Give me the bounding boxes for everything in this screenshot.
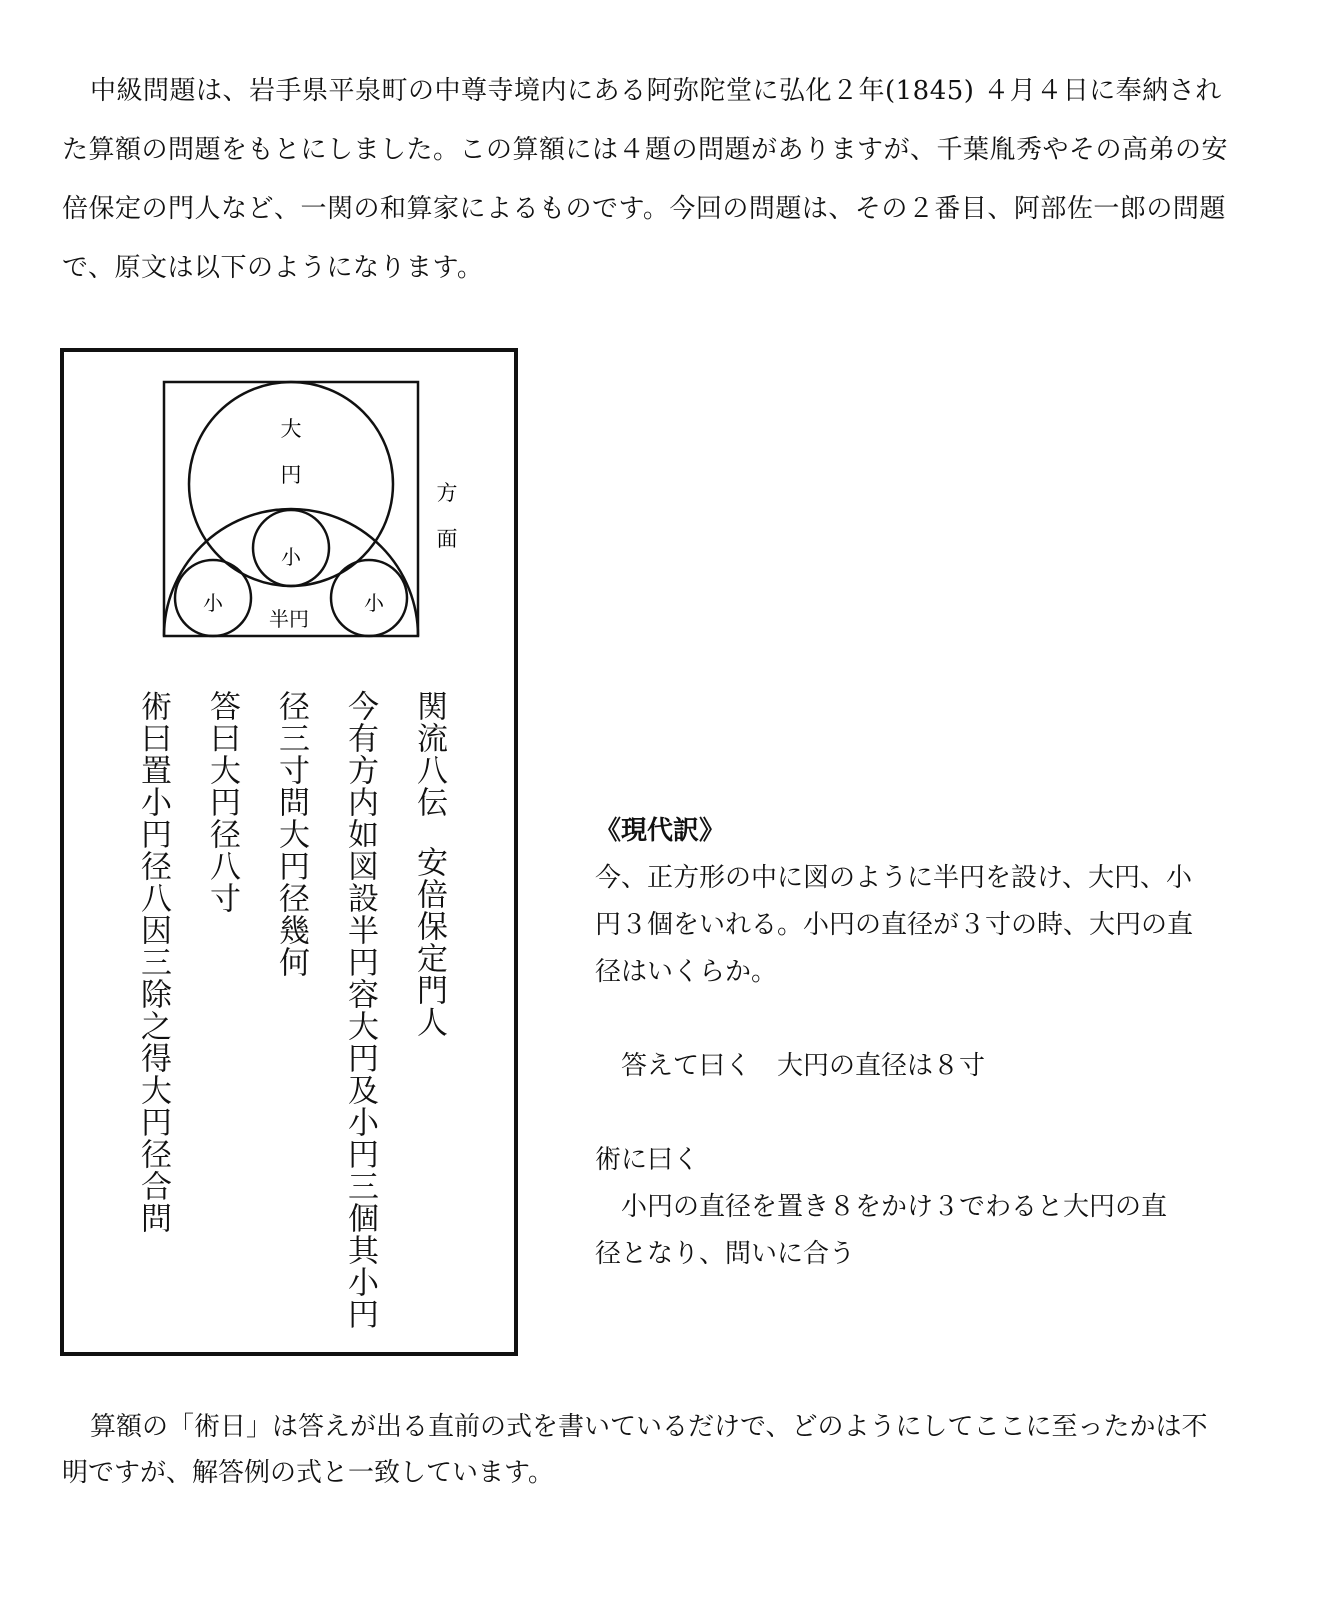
- intro-text: 中級問題は、岩手県平泉町の中尊寺境内にある阿弥陀堂に弘化２年(1845) ４月４日に奉納された算額の問題をもとにしました。この算額には４題の問題がありますが、千葉胤秀やその高弟の安倍保定の門人など、一関の和算家によるものです。今回の問題は、その２番目、阿部佐一郎の問題で、原文は以下のようになります。: [62, 76, 1229, 283]
- sangaku-frame: [60, 348, 518, 1356]
- column-answer: 答曰大円径八寸: [204, 690, 240, 914]
- modern-method-line-1: 小円の直径を置き８をかけ３でわると大円の直: [621, 1192, 1168, 1222]
- column-problem-2: 径三寸問大円径幾何: [273, 690, 309, 978]
- intro-paragraph: [62, 62, 1232, 298]
- small-circle-left-label: 小: [203, 591, 223, 615]
- modern-method-line-2: 径となり、問いに合う: [595, 1239, 856, 1269]
- column-method: 術曰置小円径八因三除之得大円径合問: [135, 690, 171, 1234]
- sangaku-figure: [162, 380, 492, 650]
- author-text: 安倍保定門人: [411, 846, 447, 1038]
- small-circle-top-label: 小: [281, 545, 301, 569]
- modern-title: 《現代訳》: [595, 816, 726, 846]
- semicircle-label: 半円: [269, 607, 309, 631]
- small-circle-right-label: 小: [364, 591, 384, 615]
- great-circle-label-1: 大: [280, 417, 302, 441]
- modern-answer: 答えて曰く 大円の直径は８寸: [621, 1051, 986, 1081]
- square-label-1: 方: [436, 481, 458, 505]
- outro-text: 算額の「術日」は答えが出る直前の式を書いているだけで、どのようにしてここに至ったかは不明ですが、解答例の式と一致しています。: [62, 1412, 1208, 1488]
- great-circle-label-2: 円: [280, 463, 302, 487]
- modern-line-2: 円３個をいれる。小円の直径が３寸の時、大円の直: [595, 910, 1194, 940]
- modern-line-3: 径はいくらか。: [595, 957, 778, 987]
- column-problem-1: 今有方内如図設半円容大円及小円三個其小円: [342, 690, 378, 1330]
- square-label-2: 面: [436, 527, 458, 551]
- modern-translation: [595, 808, 1245, 1278]
- school-text: 関流八伝: [411, 690, 447, 818]
- modern-method-head: 術に曰く: [595, 1145, 700, 1175]
- column-school: [411, 690, 447, 1038]
- modern-line-1: 今、正方形の中に図のように半円を設け、大円、小: [595, 863, 1192, 893]
- outro-paragraph: [62, 1404, 1232, 1496]
